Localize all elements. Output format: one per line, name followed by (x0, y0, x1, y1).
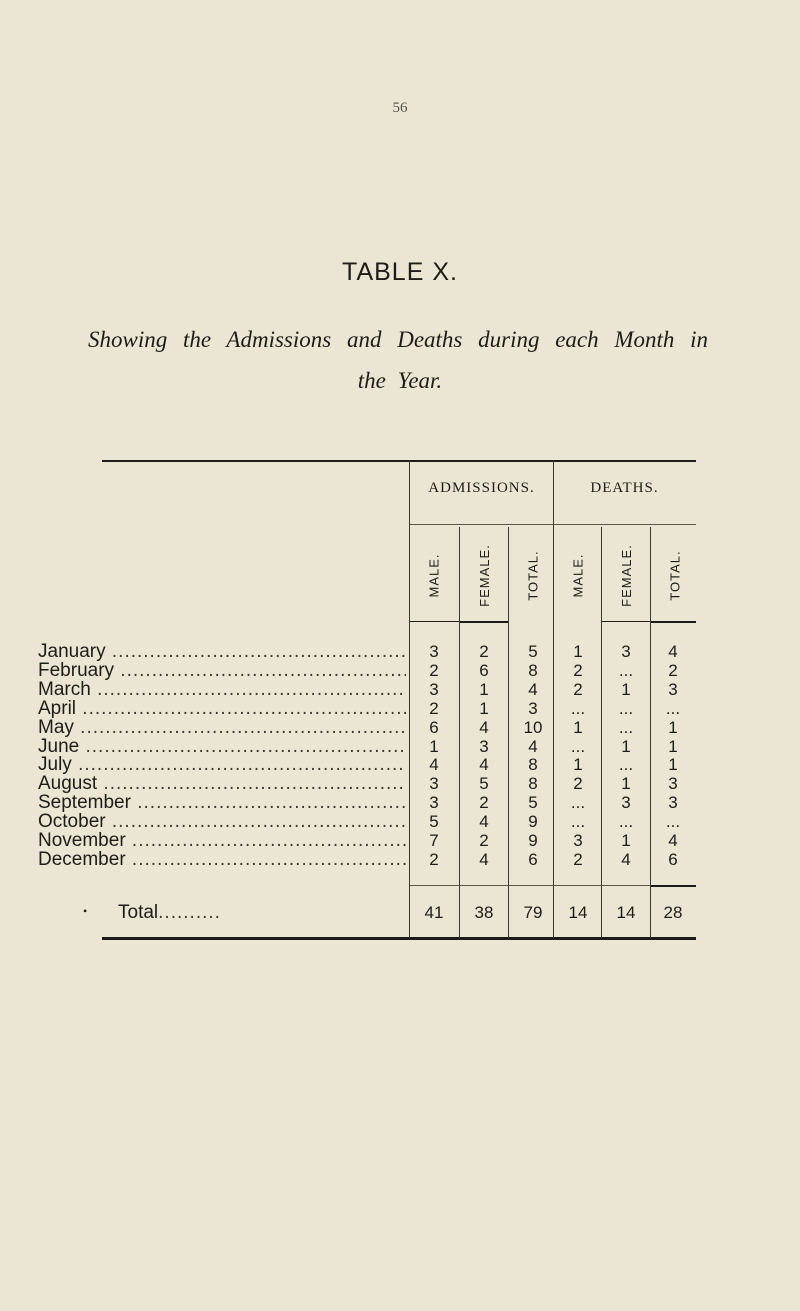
month-label: January ..... (38, 643, 406, 661)
admissions-total-cell: 6 (528, 849, 538, 869)
admissions-female-cell: 4 (479, 717, 489, 737)
total-admissions-male: 41 (424, 903, 444, 922)
total-admissions-total: 79 (523, 903, 543, 922)
deaths-female-cell: 1 (621, 831, 631, 850)
admissions-header: ADMISSIONS. (428, 480, 535, 496)
deaths-male-cell: 1 (573, 755, 583, 775)
admissions-female-cell: 5 (479, 774, 489, 794)
total-bullet: • (83, 904, 88, 918)
deaths-total-cell: 2 (668, 660, 678, 680)
deaths-male-cell: 2 (573, 849, 583, 869)
deaths-male-cell: 1 (573, 642, 583, 661)
total-deaths-female: 14 (616, 903, 636, 922)
admissions-male-cell: 1 (429, 736, 439, 756)
header-bottom-rule-2 (459, 621, 509, 623)
table-row (0, 851, 800, 869)
admissions-male-cell: 3 (429, 642, 439, 661)
deaths-total-cell: 1 (668, 736, 678, 756)
admissions-female-cell: 4 (479, 849, 489, 869)
table-caption-line-2: the Year. (357, 368, 443, 393)
month-label: October ..... (38, 813, 406, 831)
deaths-total-cell: 1 (668, 755, 678, 775)
table-row (0, 794, 800, 812)
header-bottom-rule-4 (650, 621, 696, 623)
admissions-male-cell: 4 (429, 755, 439, 775)
deaths-female-cell: ... (618, 660, 634, 680)
total-deaths-male: 14 (568, 903, 588, 922)
deaths-male-cell: ... (570, 736, 586, 756)
deaths-male-cell: 2 (573, 660, 583, 680)
admissions-male-cell: 2 (429, 698, 439, 718)
deaths-male-cell: 2 (573, 679, 583, 699)
admissions-female-cell: 2 (479, 793, 489, 813)
table-row (0, 662, 800, 680)
admissions-male-cell: 2 (429, 660, 439, 680)
total-rule-end (650, 885, 696, 887)
group-rule-admissions (409, 524, 554, 525)
deaths-female-cell: 3 (621, 642, 631, 661)
admissions-total-cell: 10 (523, 717, 543, 737)
month-label: May ..... (38, 719, 406, 737)
month-label: September ..... (38, 794, 406, 812)
admissions-total-cell: 9 (528, 831, 538, 850)
table-row (0, 832, 800, 850)
admissions-female-cell: 4 (479, 755, 489, 775)
month-label: December ..... (38, 851, 406, 869)
deaths-total-cell: 4 (668, 831, 678, 850)
deaths-male-cell: ... (570, 698, 586, 718)
admissions-male-cell: 3 (429, 793, 439, 813)
admissions-male-cell: 3 (429, 774, 439, 794)
deaths-total-cell: 3 (668, 793, 678, 813)
bottom-rule (102, 937, 696, 940)
admissions-female-cell: 3 (479, 736, 489, 756)
admissions-total-cell: 9 (528, 812, 538, 832)
month-label: June ..... (38, 738, 406, 756)
total-admissions-female: 38 (474, 903, 494, 922)
total-row (0, 904, 800, 922)
deaths-total-cell: ... (665, 698, 681, 718)
deaths-female-cell: ... (618, 698, 634, 718)
header-bottom-rule-1 (409, 621, 459, 622)
deaths-header: DEATHS. (590, 480, 659, 496)
admissions-total-cell: 4 (528, 679, 538, 699)
admissions-female-header: FEMALE. (476, 543, 492, 607)
admissions-female-cell: 2 (479, 642, 489, 661)
admissions-total-cell: 5 (528, 793, 538, 813)
month-label: February ..... (38, 662, 406, 680)
header-bottom-rule-3 (601, 621, 651, 622)
deaths-female-cell: 4 (621, 849, 631, 869)
deaths-female-cell: ... (618, 812, 634, 832)
admissions-male-cell: 3 (429, 679, 439, 699)
admissions-female-cell: 6 (479, 660, 489, 680)
admissions-female-cell: 4 (479, 812, 489, 832)
page-number: 56 (392, 100, 408, 116)
deaths-male-header: MALE. (570, 552, 586, 598)
deaths-total-cell: 6 (668, 849, 678, 869)
deaths-female-header: FEMALE. (618, 543, 634, 607)
deaths-male-cell: ... (570, 812, 586, 832)
deaths-female-cell: 1 (621, 774, 631, 794)
month-label: November ..... (38, 832, 406, 850)
table-row (0, 643, 800, 661)
admissions-total-cell: 5 (528, 642, 538, 661)
admissions-male-cell: 7 (429, 831, 439, 850)
admissions-total-cell: 8 (528, 660, 538, 680)
total-label: Total ..... (118, 904, 221, 922)
table-row (0, 681, 800, 699)
deaths-total-cell: 1 (668, 717, 678, 737)
deaths-total-cell: 3 (668, 774, 678, 794)
group-rule-deaths (553, 524, 696, 525)
deaths-female-cell: 3 (621, 793, 631, 813)
admissions-total-cell: 4 (528, 736, 538, 756)
admissions-male-cell: 5 (429, 812, 439, 832)
deaths-female-cell: ... (618, 755, 634, 775)
table-row (0, 719, 800, 737)
admissions-total-cell: 3 (528, 698, 538, 718)
table-row (0, 813, 800, 831)
table-caption-line-1: Showing the Admissions and Deaths during each Month in (88, 327, 709, 352)
deaths-male-cell: 2 (573, 774, 583, 794)
deaths-total-header: TOTAL. (667, 549, 683, 601)
admissions-female-cell: 1 (479, 679, 489, 699)
admissions-female-cell: 2 (479, 831, 489, 850)
admissions-total-header: TOTAL. (525, 549, 541, 601)
total-deaths-total: 28 (663, 903, 683, 922)
deaths-total-cell: 3 (668, 679, 678, 699)
month-label: July ..... (38, 756, 406, 774)
deaths-total-cell: ... (665, 812, 681, 832)
admissions-male-header: MALE. (426, 552, 442, 598)
deaths-male-cell: 1 (573, 717, 583, 737)
month-label: April ..... (38, 700, 406, 718)
deaths-female-cell: ... (618, 717, 634, 737)
deaths-total-cell: 4 (668, 642, 678, 661)
admissions-male-cell: 2 (429, 849, 439, 869)
admissions-total-cell: 8 (528, 755, 538, 775)
admissions-total-cell: 8 (528, 774, 538, 794)
month-label: August ..... (38, 775, 406, 793)
month-label: March ..... (38, 681, 406, 699)
table-row (0, 775, 800, 793)
top-rule (102, 460, 696, 462)
admissions-female-cell: 1 (479, 698, 489, 718)
table-row (0, 756, 800, 774)
admissions-male-cell: 6 (429, 717, 439, 737)
deaths-female-cell: 1 (621, 679, 631, 699)
deaths-male-cell: 3 (573, 831, 583, 850)
deaths-male-cell: ... (570, 793, 586, 813)
deaths-female-cell: 1 (621, 736, 631, 756)
table-title: TABLE X. (342, 258, 458, 286)
table-row (0, 738, 800, 756)
table-row (0, 700, 800, 718)
